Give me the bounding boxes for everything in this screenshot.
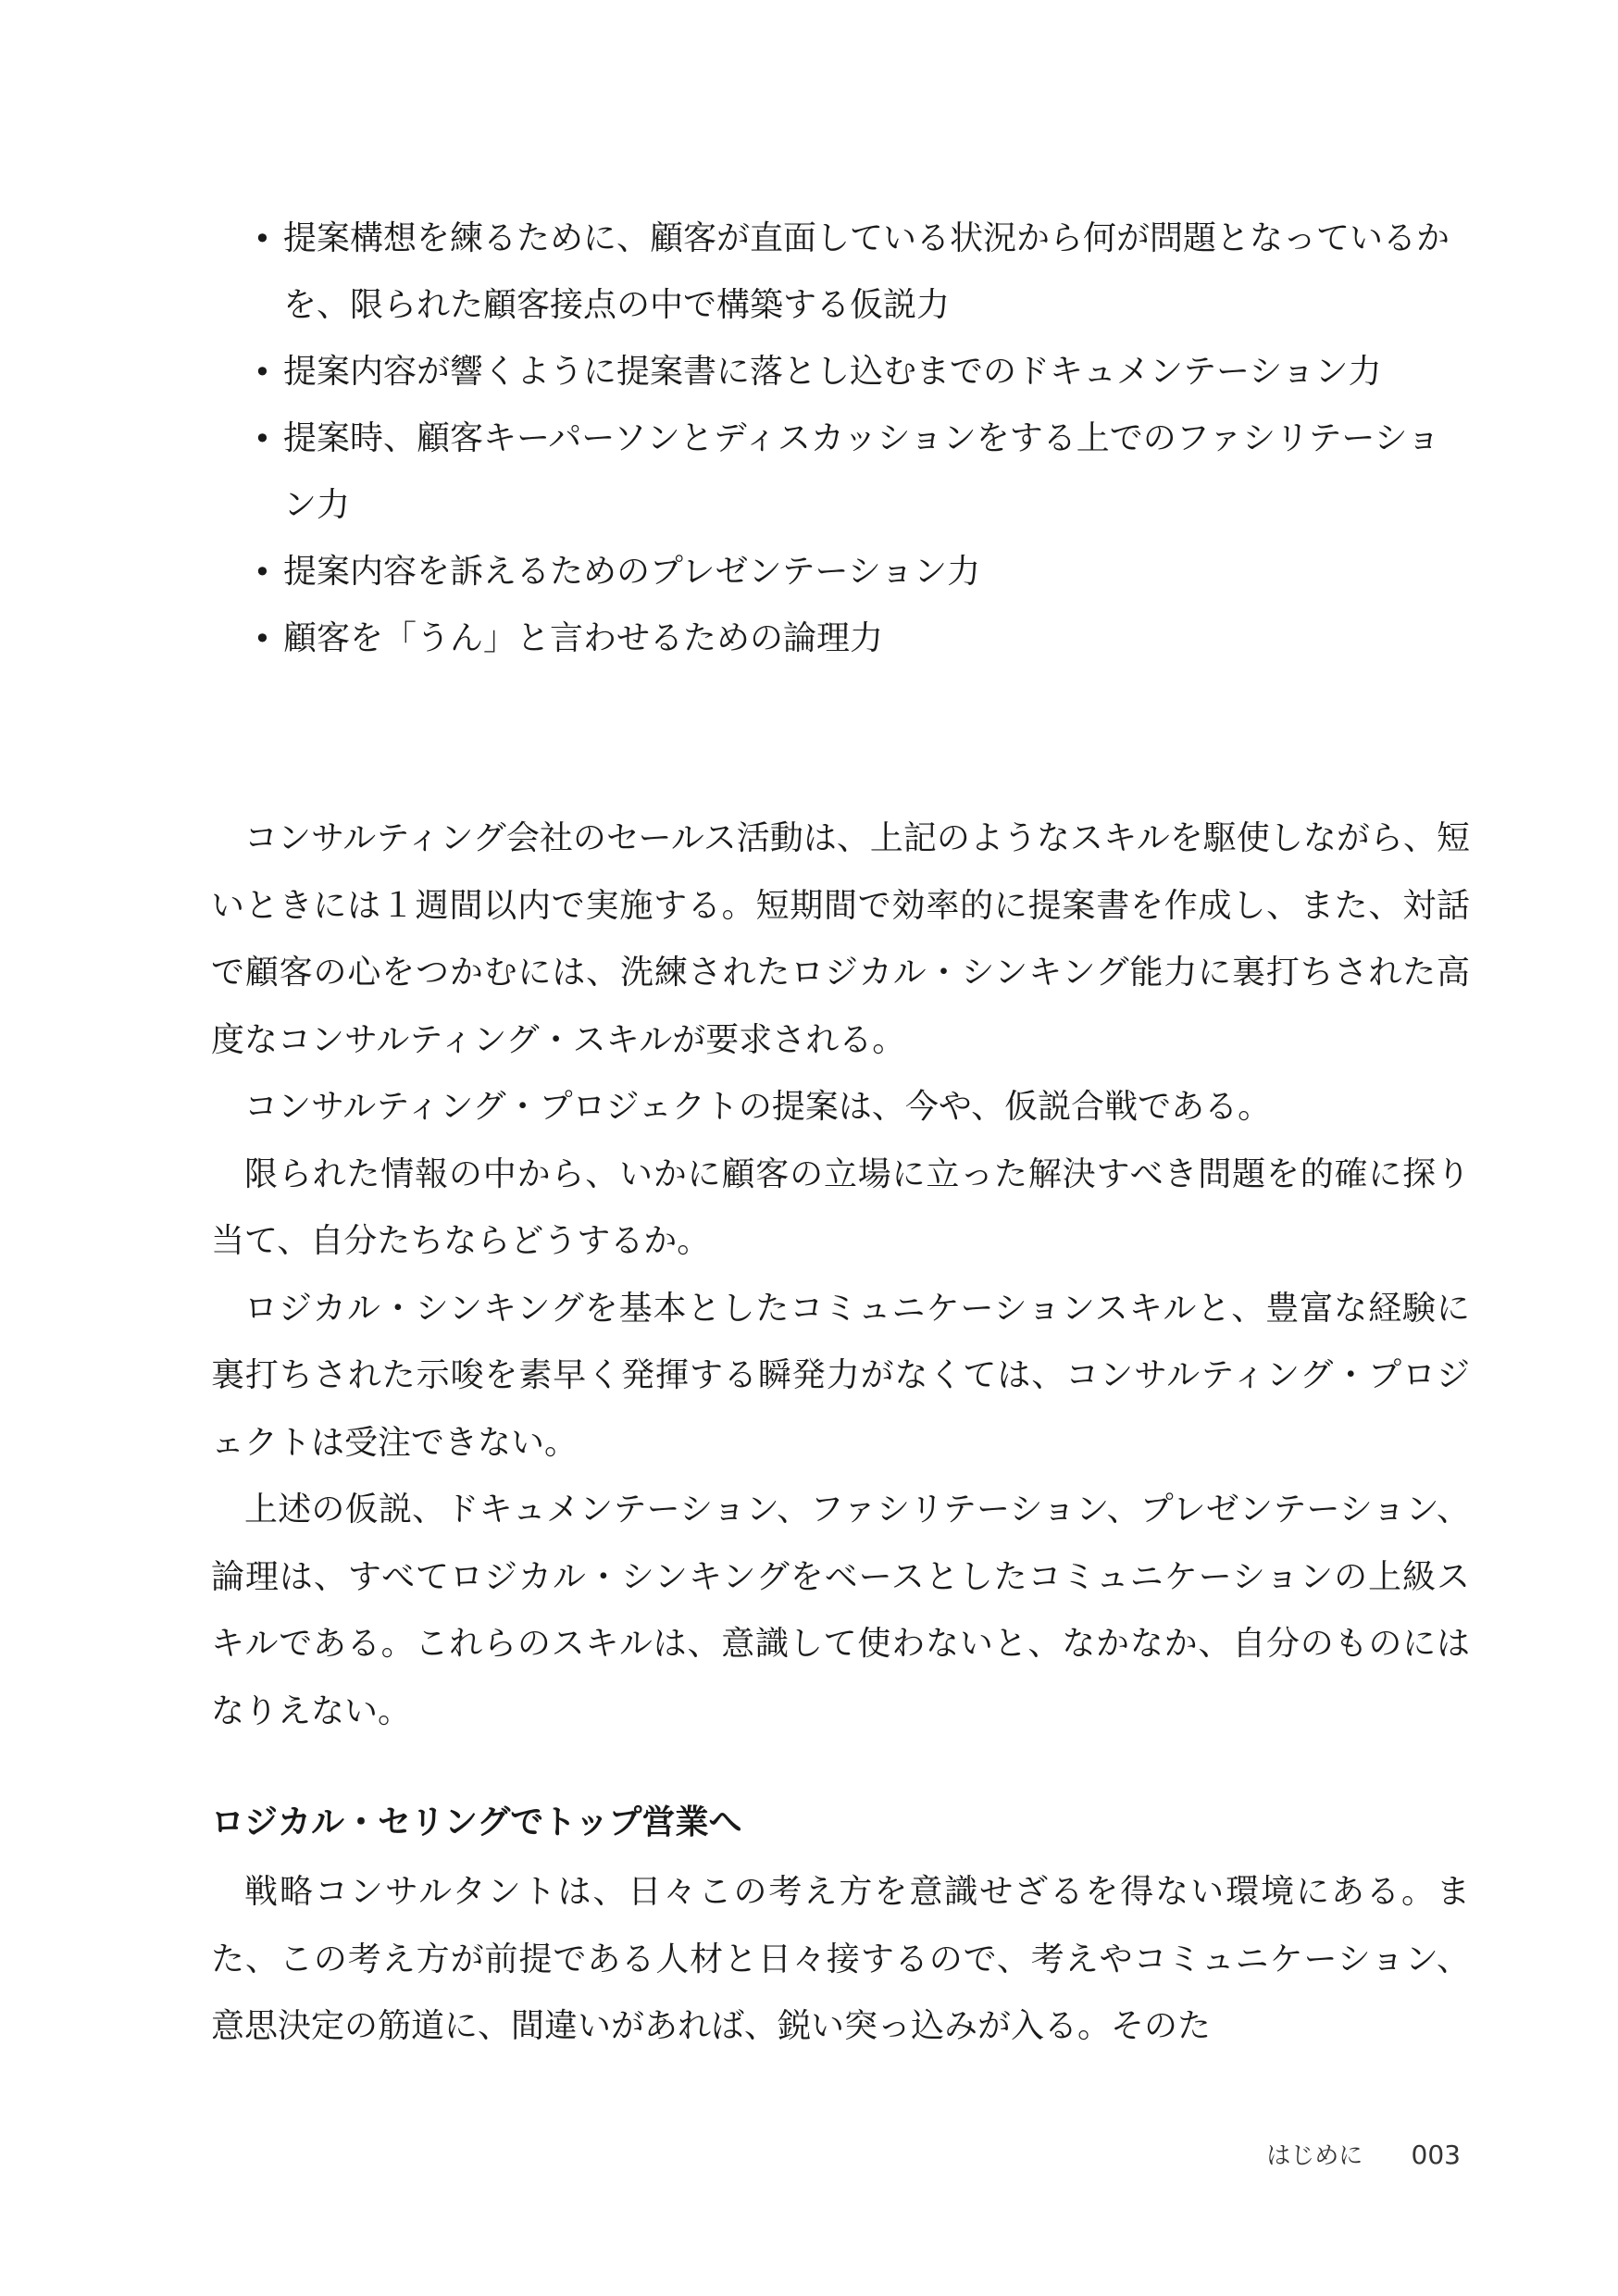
list-item bbox=[250, 339, 1472, 406]
bullet-icon: • bbox=[254, 421, 271, 456]
paragraph: コンサルティング・プロジェクトの提案は、今や、仮説合戦である。 bbox=[244, 1088, 1272, 1126]
paragraph: 限られた情報の中から、いかに顧客の立場に立った解決すべき問題を的確に探り当て、自分たちならどうするか。 bbox=[211, 1154, 1470, 1260]
page-footer bbox=[1266, 2137, 1461, 2171]
paragraph: コンサルティング会社のセールス活動は、上記のようなスキルを駆使しながら、短いときには１週間以内で実施する。短期間で効率的に提案書を作成し、また、対話で顧客の心をつかむには、洗練されたロジカル・シンキング能力に裏打ちされた高度なコンサルティング・スキルが要求される。 bbox=[211, 819, 1470, 1059]
list-item bbox=[250, 539, 1472, 605]
paragraph: ロジカル・シンキングを基本としたコミュニケーションスキルと、豊富な経験に裏打ちされた示唆を素早く発揮する瞬発力がなくては、コンサルティング・プロジェクトは受注できない。 bbox=[211, 1289, 1470, 1462]
skill-bullet-list bbox=[250, 206, 1472, 672]
bullet-text: 提案内容が響くように提案書に落とし込むまでのドキュメンテーション力 bbox=[283, 353, 1382, 391]
bullet-text: 提案構想を練るために、顧客が直面している状況から何が問題となっているかを、限られた顧客接点の中で構築する仮説力 bbox=[283, 219, 1450, 324]
bullet-text: 提案時、顧客キーパーソンとディスカッションをする上でのファシリテーション力 bbox=[283, 419, 1440, 524]
bullet-text: 提案内容を訴えるためのプレゼンテーション力 bbox=[283, 553, 981, 591]
bullet-icon: • bbox=[254, 555, 271, 590]
body-text bbox=[211, 805, 1470, 1745]
chapter-label: はじめに bbox=[1266, 2142, 1363, 2170]
list-item bbox=[250, 206, 1472, 339]
paragraph: 戦略コンサルタントは、日々この考え方を意識せざるを得ない環境にある。また、この考え方が前提である人材と日々接するので、考えやコミュニケーション、意思決定の筋道に、間違いがあれば、鋭い突っ込みが入る。そのた bbox=[211, 1873, 1470, 2045]
bullet-icon: • bbox=[254, 355, 271, 390]
list-item bbox=[250, 406, 1472, 539]
list-item bbox=[250, 605, 1472, 672]
section bbox=[211, 1792, 1470, 2061]
page-number: 003 bbox=[1411, 2140, 1461, 2170]
paragraph: 上述の仮説、ドキュメンテーション、ファシリテーション、プレゼンテーション、論理は、すべてロジカル・シンキングをベースとしたコミュニケーションの上級スキルである。これらのスキルは、意識して使わないと、なかなか、自分のものにはなりえない。 bbox=[211, 1491, 1470, 1730]
section-heading: ロジカル・セリングでトップ営業へ bbox=[211, 1803, 742, 1841]
bullet-icon: • bbox=[254, 221, 271, 256]
bullet-text: 顧客を「うん」と言わせるための論理力 bbox=[283, 619, 884, 657]
bullet-icon: • bbox=[254, 621, 271, 656]
